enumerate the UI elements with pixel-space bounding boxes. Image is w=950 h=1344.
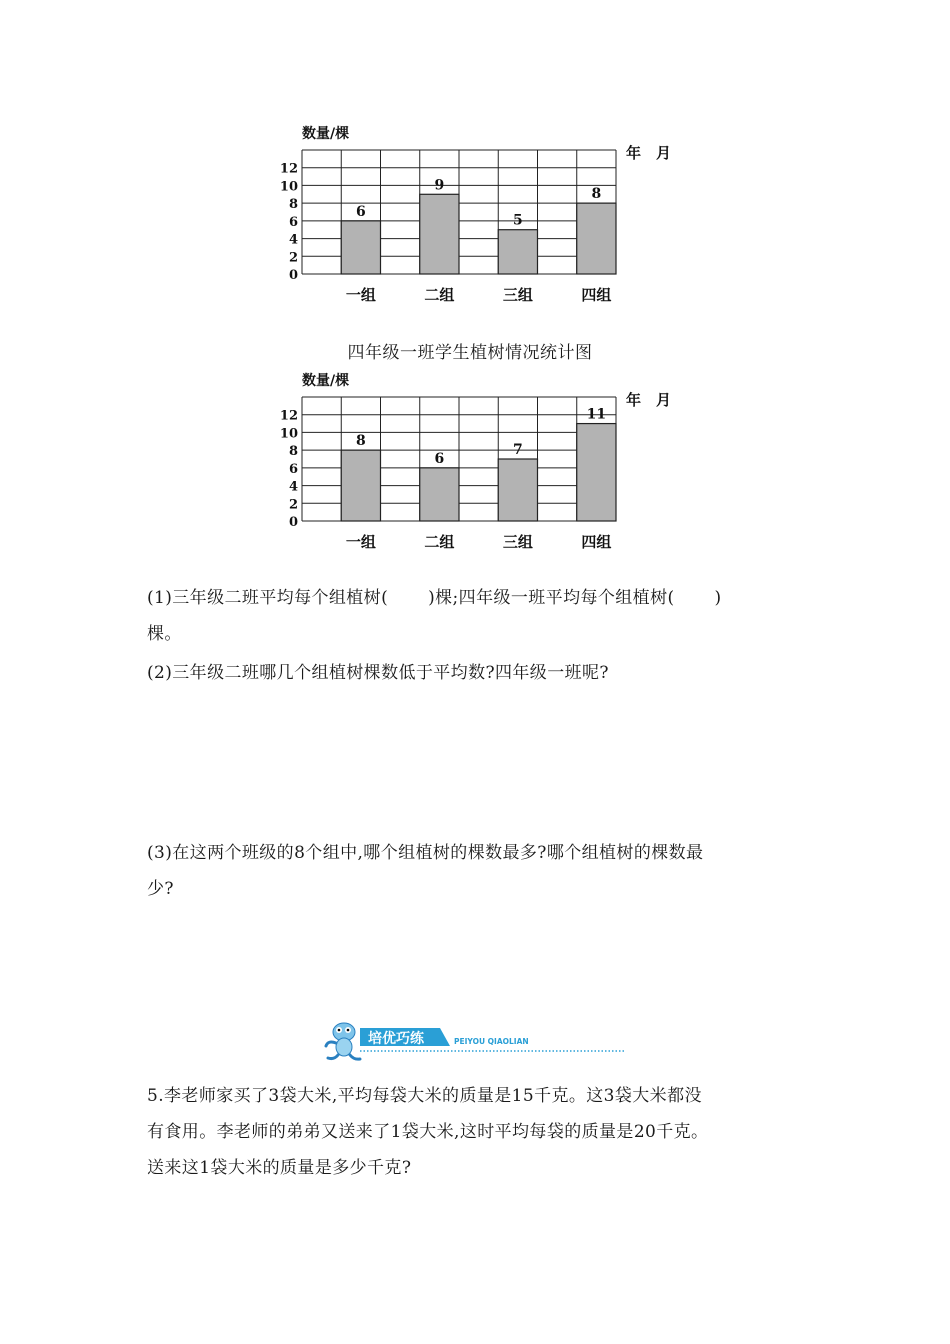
mascot-icon [326, 1023, 360, 1059]
bar-value-label: 6 [434, 450, 445, 467]
date-label: 年 月 [626, 391, 672, 409]
bar [420, 194, 459, 274]
q1-text-a: (1)三年级二班平均每个组植树( [147, 588, 389, 608]
y-tick-label: 2 [288, 497, 298, 513]
section-banner [322, 1018, 632, 1062]
x-tick-label: 三组 [502, 286, 533, 304]
bar-value-label: 7 [513, 442, 523, 458]
bar [577, 203, 616, 274]
chart-canvas [270, 118, 690, 318]
bar [577, 424, 616, 521]
y-tick-label: 0 [288, 268, 298, 283]
y-tick-label: 6 [288, 214, 298, 230]
q3-line-2: 少? [147, 879, 174, 899]
y-axis-label: 数量/棵 [302, 126, 350, 142]
bar [341, 221, 380, 274]
question-1 [147, 584, 722, 648]
bar [498, 230, 537, 274]
bar-chart-class-4-1 [270, 365, 690, 565]
p5-line-3: 送来这1袋大米的质量是多少千克? [147, 1158, 412, 1178]
problem-5 [147, 1081, 708, 1183]
bar-value-label: 11 [586, 406, 607, 423]
x-tick-label: 一组 [345, 533, 376, 551]
bar [498, 459, 537, 521]
banner-graphic [322, 1018, 632, 1062]
y-tick-label: 8 [288, 197, 298, 213]
x-tick-label: 二组 [424, 533, 455, 551]
bar [341, 450, 380, 521]
bar-value-label: 6 [356, 203, 366, 220]
y-tick-label: 10 [279, 179, 298, 195]
bar-value-label: 8 [356, 433, 366, 450]
date-label: 年 月 [626, 144, 672, 162]
x-tick-label: 三组 [502, 533, 533, 551]
q3-line-1: (3)在这两个班级的8个组中,哪个组植树的棵数最多?哪个组植树的棵数最 [147, 843, 704, 863]
y-tick-label: 12 [279, 408, 298, 424]
x-tick-label: 四组 [581, 286, 612, 304]
banner-subtitle: PEIYOU QIAOLIAN [454, 1037, 529, 1046]
p5-line-2: 有食用。李老师的弟弟又送来了1袋大米,这时平均每袋的质量是20千克。 [147, 1122, 709, 1142]
y-axis-label: 数量/棵 [302, 373, 350, 389]
y-tick-label: 0 [288, 515, 298, 530]
y-tick-label: 12 [279, 161, 298, 177]
y-tick-label: 4 [288, 232, 298, 248]
question-2 [147, 659, 609, 687]
q2-text: (2)三年级二班哪几个组植树棵数低于平均数?四年级一班呢? [147, 663, 609, 683]
chart-canvas [270, 365, 690, 565]
q1-text-c: ) [714, 588, 722, 608]
y-tick-label: 2 [288, 250, 298, 266]
bar-value-label: 5 [513, 212, 523, 229]
x-tick-label: 一组 [345, 286, 376, 304]
bar-chart-class-3-2 [270, 118, 690, 318]
y-tick-label: 6 [288, 461, 298, 477]
bar [420, 468, 459, 521]
chart-title: 四年级一班学生植树情况统计图 [347, 343, 593, 363]
y-tick-label: 10 [279, 426, 298, 442]
q1-line-2: 棵。 [147, 624, 182, 644]
y-tick-label: 4 [288, 479, 298, 495]
y-tick-label: 8 [288, 444, 298, 460]
x-tick-label: 二组 [424, 286, 455, 304]
x-tick-label: 四组 [581, 533, 612, 551]
bar-value-label: 9 [434, 177, 445, 194]
bar-value-label: 8 [591, 186, 602, 203]
banner-title: 培优巧练 [368, 1031, 424, 1047]
q1-text-b: )棵;四年级一班平均每个组植树( [428, 588, 675, 608]
p5-line-1: 5.李老师家买了3袋大米,平均每袋大米的质量是15千克。这3袋大米都没 [147, 1086, 702, 1106]
question-3 [147, 839, 703, 903]
